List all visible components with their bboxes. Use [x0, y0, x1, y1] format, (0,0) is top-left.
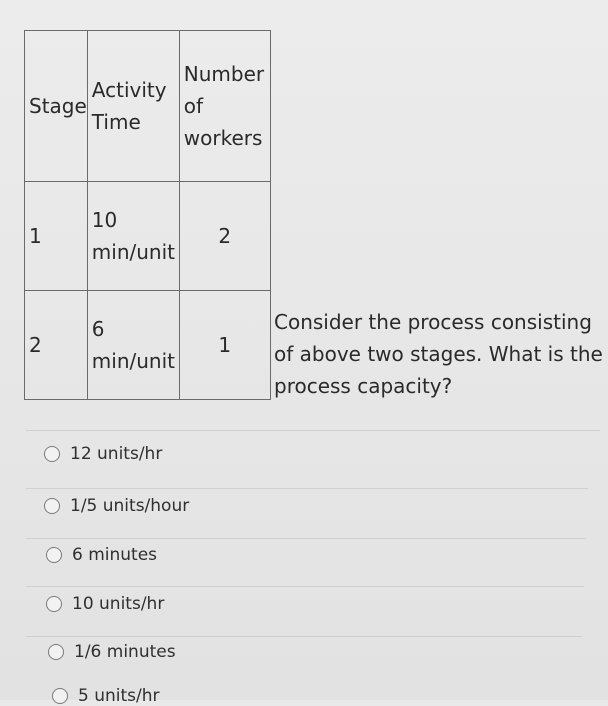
divider — [26, 488, 588, 489]
option-label: 12 units/hr — [70, 444, 163, 464]
radio-button-icon[interactable] — [44, 446, 60, 462]
cell-workers: 2 — [179, 182, 270, 291]
radio-button-icon[interactable] — [48, 644, 64, 660]
answer-option[interactable] — [46, 594, 164, 614]
cell-stage: 2 — [25, 291, 88, 400]
divider — [26, 538, 586, 539]
stages-table — [24, 30, 271, 400]
divider — [26, 586, 584, 587]
answer-option[interactable] — [44, 496, 189, 516]
cell-workers: 1 — [179, 291, 270, 400]
option-label: 1/5 units/hour — [70, 496, 190, 516]
option-label: 6 minutes — [72, 545, 158, 565]
answer-option[interactable] — [44, 444, 162, 464]
cell-stage: 1 — [25, 182, 88, 291]
divider — [26, 430, 600, 431]
answer-option[interactable] — [48, 642, 176, 662]
option-label: 5 units/hr — [78, 686, 160, 706]
divider — [26, 636, 582, 637]
answer-option[interactable] — [46, 545, 157, 565]
radio-button-icon[interactable] — [52, 688, 68, 704]
question-text: Consider the process consisting of above two stages. What is the process capacity? — [274, 310, 603, 398]
table-row — [25, 182, 271, 291]
table-header-row — [25, 31, 271, 182]
cell-activity-time: 10 min/unit — [87, 182, 179, 291]
cell-activity-time: 6 min/unit — [87, 291, 179, 400]
option-label: 1/6 minutes — [74, 642, 176, 662]
header-number-of-workers: Number of workers — [179, 31, 270, 182]
option-label: 10 units/hr — [72, 594, 165, 614]
radio-button-icon[interactable] — [46, 596, 62, 612]
table-row — [25, 291, 271, 400]
header-stage: Stage — [25, 31, 88, 182]
answer-option[interactable] — [52, 686, 160, 706]
radio-button-icon[interactable] — [44, 498, 60, 514]
header-activity-time: Activity Time — [87, 31, 179, 182]
radio-button-icon[interactable] — [46, 547, 62, 563]
